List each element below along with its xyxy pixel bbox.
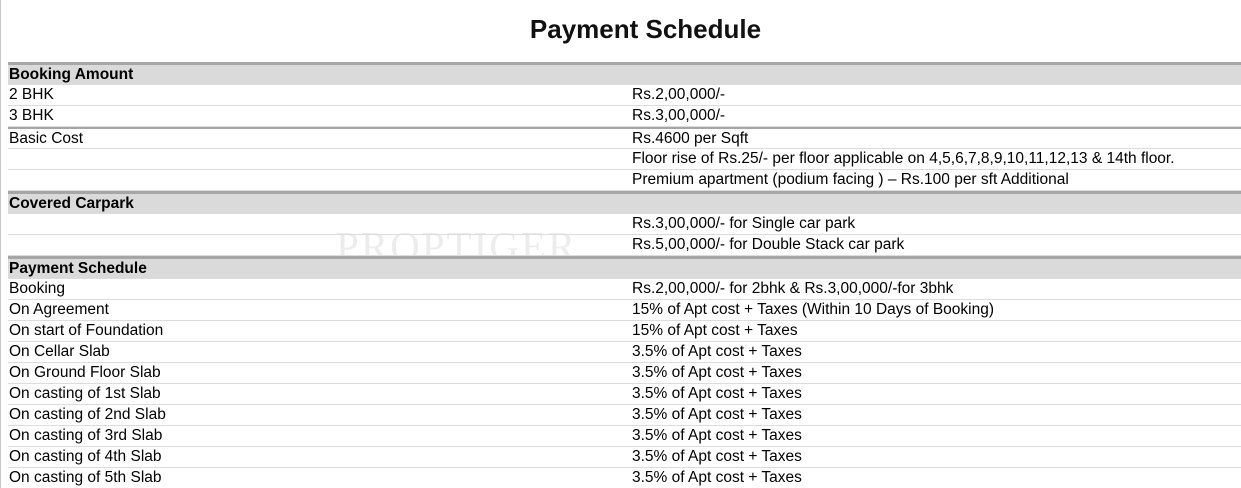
page-left-border bbox=[0, 0, 1, 488]
row-value: 3.5% of Apt cost + Taxes bbox=[632, 427, 802, 444]
table-row bbox=[8, 363, 1241, 384]
table-row bbox=[8, 342, 1241, 363]
row-value: 15% of Apt cost + Taxes (Within 10 Days of Booking) bbox=[632, 301, 994, 318]
row-value: 3.5% of Apt cost + Taxes bbox=[632, 364, 802, 381]
row-value: 3.5% of Apt cost + Taxes bbox=[632, 448, 802, 465]
section-heading: Booking Amount bbox=[9, 66, 134, 83]
row-value: 3.5% of Apt cost + Taxes bbox=[632, 343, 802, 360]
table-row bbox=[8, 85, 1241, 106]
row-label: On Ground Floor Slab bbox=[9, 364, 161, 381]
row-label: On casting of 2nd Slab bbox=[9, 406, 166, 423]
table-row bbox=[8, 300, 1241, 321]
row-value: Premium apartment (podium facing ) – Rs.100 per sft Additional bbox=[632, 171, 1069, 188]
row-value: Rs.4600 per Sqft bbox=[632, 130, 749, 147]
section-header-covered-carpark bbox=[8, 191, 1241, 214]
table-row bbox=[8, 384, 1241, 405]
row-value: 3.5% of Apt cost + Taxes bbox=[632, 385, 802, 402]
table-row bbox=[8, 235, 1241, 256]
page-title: Payment Schedule bbox=[529, 14, 762, 44]
table-row bbox=[8, 127, 1241, 149]
table-row bbox=[8, 321, 1241, 342]
table-row bbox=[8, 279, 1241, 300]
row-value: 3.5% of Apt cost + Taxes bbox=[632, 469, 802, 486]
row-value: Rs.2,00,000/- for 2bhk & Rs.3,00,000/-for 3bhk bbox=[632, 280, 954, 297]
table-row bbox=[8, 106, 1241, 127]
row-value: Rs.3,00,000/- for Single car park bbox=[632, 215, 856, 232]
section-header-booking-amount bbox=[8, 62, 1241, 85]
row-value: Rs.2,00,000/- bbox=[632, 86, 726, 103]
section-heading: Payment Schedule bbox=[9, 260, 147, 277]
row-value: Rs.3,00,000/- bbox=[632, 107, 726, 124]
row-label: 3 BHK bbox=[9, 107, 54, 124]
table-row bbox=[8, 170, 1241, 191]
payment-schedule-table bbox=[8, 62, 1241, 488]
table-row bbox=[8, 468, 1241, 488]
row-value: 15% of Apt cost + Taxes bbox=[632, 322, 798, 339]
section-heading: Covered Carpark bbox=[9, 195, 134, 212]
row-label: Basic Cost bbox=[9, 130, 84, 147]
section-header-payment-schedule bbox=[8, 256, 1241, 279]
table-row bbox=[8, 149, 1241, 170]
row-label: On casting of 5th Slab bbox=[9, 469, 162, 486]
row-label: On start of Foundation bbox=[9, 322, 164, 339]
row-value: Floor rise of Rs.25/- per floor applicable on 4,5,6,7,8,9,10,11,12,13 & 14th floor. bbox=[632, 150, 1175, 167]
table-row bbox=[8, 447, 1241, 468]
row-label: On casting of 1st Slab bbox=[9, 385, 161, 402]
row-label: Booking bbox=[9, 280, 66, 297]
row-label: On Agreement bbox=[9, 301, 109, 318]
watermark: PROPTIGER bbox=[336, 223, 578, 269]
table-row bbox=[8, 405, 1241, 426]
row-label: On casting of 3rd Slab bbox=[9, 427, 163, 444]
row-value: 3.5% of Apt cost + Taxes bbox=[632, 406, 802, 423]
row-label: On Cellar Slab bbox=[9, 343, 110, 360]
row-label: 2 BHK bbox=[9, 86, 54, 103]
table-row bbox=[8, 214, 1241, 235]
row-label: On casting of 4th Slab bbox=[9, 448, 162, 465]
table-row bbox=[8, 426, 1241, 447]
row-value: Rs.5,00,000/- for Double Stack car park bbox=[632, 236, 905, 253]
